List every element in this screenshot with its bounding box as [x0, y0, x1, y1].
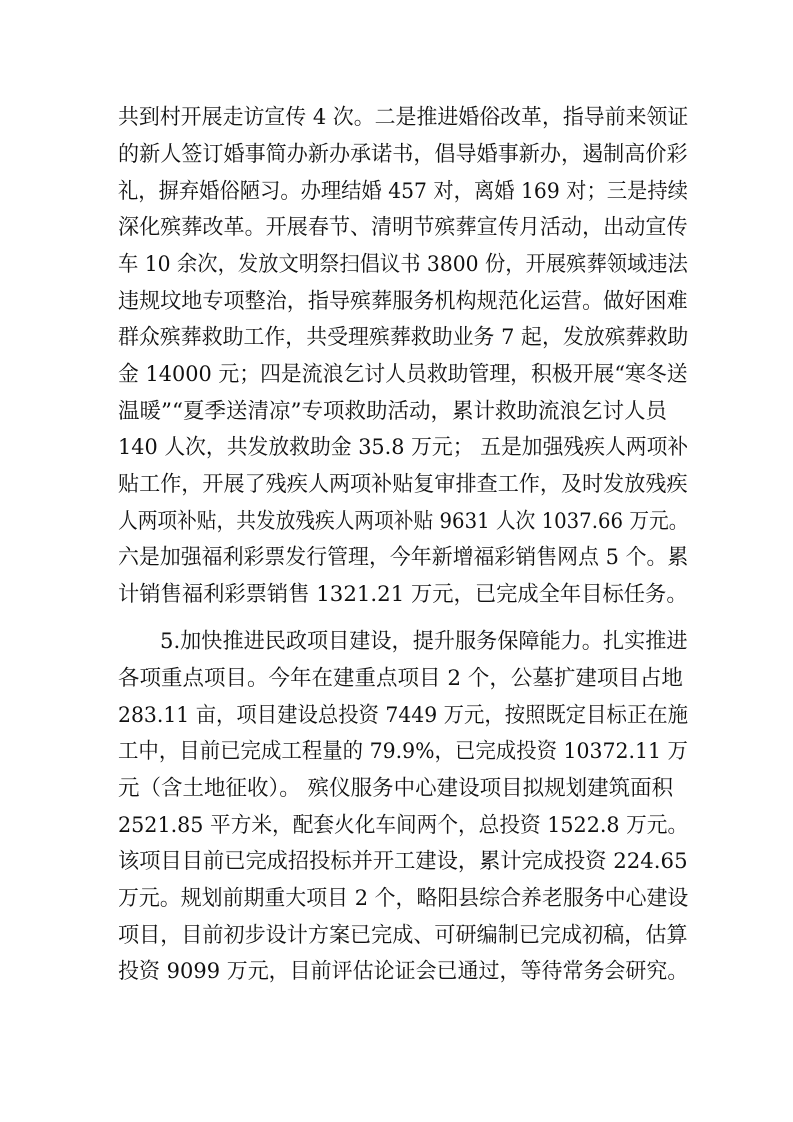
- text-line: 元（含土地征收）。 殡仪服务中心建设项目拟规划建筑面积: [118, 776, 674, 801]
- section-heading-line: 5.加快推进民政项目建设，提升服务保障能力。扎实推进: [160, 629, 688, 654]
- text-line: 深化殡葬改革。开展春节、清明节殡葬宣传月活动，出动宣传: [118, 215, 688, 240]
- text-line: 礼，摒弃婚俗陋习。办理结婚 457 对，离婚 169 对；三是持续: [118, 179, 688, 204]
- text-line: 六是加强福利彩票发行管理，今年新增福彩销售网点 5 个。累: [118, 545, 689, 570]
- text-line: 140 人次，共发放救助金 35.8 万元； 五是加强残疾人两项补: [118, 435, 689, 460]
- text-line: 283.11 亩，项目建设总投资 7449 万元，按照既定目标正在施: [118, 703, 688, 728]
- text-line: 工中，目前已完成工程量的 79.9%，已完成投资 10372.11 万: [118, 739, 688, 764]
- text-line: 万元。规划前期重大项目 2 个，略阳县综合养老服务中心建设: [118, 886, 689, 911]
- text-line: 计销售福利彩票销售 1321.21 万元，已完成全年目标任务。: [118, 582, 688, 607]
- text-line: 投资 9099 万元，目前评估论证会已通过，等待常务会研究。: [118, 959, 689, 984]
- text-line: 该项目目前已完成招投标并开工建设，累计完成投资 224.65: [118, 849, 688, 874]
- text-line: 2521.85 平方米，配套火化车间两个，总投资 1522.8 万元。: [118, 813, 689, 838]
- text-line: 共到村开展走访宣传 4 次。二是推进婚俗改革，指导前来领证: [118, 105, 689, 130]
- text-line: 贴工作，开展了残疾人两项补贴复审排查工作，及时发放残疾: [118, 472, 688, 497]
- text-line: 的新人签订婚事简办新办承诺书，倡导婚事新办，遏制高价彩: [118, 142, 688, 167]
- text-line: 各项重点项目。今年在建重点项目 2 个，公墓扩建项目占地: [118, 666, 683, 691]
- text-line: 项目，目前初步设计方案已完成、可研编制已完成初稿，估算: [118, 923, 688, 948]
- text-line: 温暖”“夏季送清凉”专项救助活动，累计救助流浪乞讨人员: [118, 399, 667, 424]
- text-line: 车 10 余次，发放文明祭扫倡议书 3800 份，开展殡葬领域违法: [118, 252, 688, 277]
- text-line: 人两项补贴，共发放残疾人两项补贴 9631 人次 1037.66 万元。: [118, 509, 689, 534]
- text-line: 违规坟地专项整治，指导殡葬服务机构规范化运营。做好困难: [118, 289, 688, 314]
- text-line: 群众殡葬救助工作，共受理殡葬救助业务 7 起，发放殡葬救助: [118, 325, 689, 350]
- text-line: 金 14000 元；四是流浪乞讨人员救助管理，积极开展“寒冬送: [118, 362, 688, 387]
